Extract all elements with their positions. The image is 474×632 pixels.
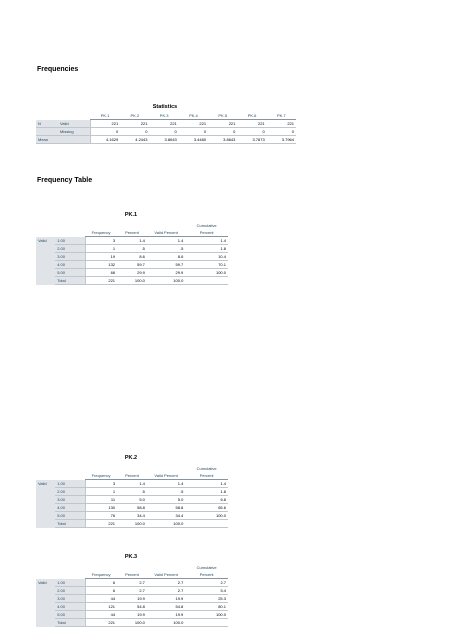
pk3-table xyxy=(36,564,228,627)
stats-cell: 3.7873 xyxy=(237,136,266,144)
valid-percent-header: Valid Percent xyxy=(147,229,185,237)
valid-label xyxy=(36,603,55,611)
freq-cell: 100.0 xyxy=(185,269,228,277)
freq-cell: 10.4 xyxy=(185,253,228,261)
freq-cell: 5.0 xyxy=(147,496,185,504)
freq-cell: 2.7 xyxy=(147,587,185,595)
stats-row xyxy=(36,128,296,136)
freq-cell: 66 xyxy=(85,269,117,277)
freq-cell: 100.0 xyxy=(185,512,228,520)
valid-label: Valid xyxy=(36,480,55,488)
freq-cell: 132 xyxy=(85,261,117,269)
freq-row-label: 1.00 xyxy=(55,579,85,587)
freq-cell: 34.4 xyxy=(147,512,185,520)
freq-cell: 1 xyxy=(85,245,117,253)
freq-cell: 80.1 xyxy=(185,603,228,611)
frequency-header: Frequency xyxy=(85,229,117,237)
valid-label: Valid xyxy=(36,579,55,587)
stats-row-label xyxy=(58,136,90,144)
percent-header: Percent xyxy=(117,472,147,480)
stats-corner xyxy=(36,112,90,120)
pk1-title: PK.1 xyxy=(124,212,138,218)
valid-label: Valid xyxy=(36,237,55,245)
stats-cell: 0 xyxy=(237,128,266,136)
freq-cell: 58.8 xyxy=(147,504,185,512)
freq-cell: 70.1 xyxy=(185,261,228,269)
freq-row xyxy=(36,245,228,253)
valid-label xyxy=(36,261,55,269)
freq-cell xyxy=(185,520,228,528)
valid-label xyxy=(36,520,55,528)
freq-row-label: 4.00 xyxy=(55,603,85,611)
freq-row-label: Total xyxy=(55,619,85,627)
frequency-header: Frequency xyxy=(85,571,117,579)
statistics-table xyxy=(36,112,296,144)
stats-row xyxy=(36,136,296,144)
freq-cell: 8.6 xyxy=(117,253,147,261)
freq-cell: 100.0 xyxy=(117,520,147,528)
cumulative-header: Cumulative xyxy=(196,223,217,228)
freq-cell: 3 xyxy=(85,480,117,488)
pk3-title: PK.3 xyxy=(124,554,138,560)
freq-cell: 19.9 xyxy=(117,595,147,603)
stats-cell: 3.4480 xyxy=(179,136,208,144)
stats-col-header: PK.6 xyxy=(237,112,266,120)
freq-cell: 65.6 xyxy=(185,504,228,512)
freq-cell: 44 xyxy=(85,611,117,619)
freq-cell: .5 xyxy=(147,488,185,496)
freq-row-label: Total xyxy=(55,520,85,528)
freq-cell: 100.0 xyxy=(117,277,147,285)
freq-row xyxy=(36,253,228,261)
freq-row xyxy=(36,269,228,277)
freq-row xyxy=(36,619,228,627)
freq-row xyxy=(36,480,228,488)
cumulative-percent-header: Percent xyxy=(185,571,228,579)
freq-cell: 1.4 xyxy=(147,480,185,488)
valid-label xyxy=(36,253,55,261)
freq-cell: 100.0 xyxy=(117,619,147,627)
freq-cell: 5.0 xyxy=(117,496,147,504)
freq-row-label: 5.00 xyxy=(55,512,85,520)
freq-cell: 1.4 xyxy=(147,237,185,245)
stats-col-header: PK.1 xyxy=(90,112,120,120)
stats-cell: 0 xyxy=(208,128,237,136)
freq-cell: 1.4 xyxy=(185,237,228,245)
freq-row xyxy=(36,237,228,245)
freq-cell: 2.7 xyxy=(147,579,185,587)
stats-row-group: Mean xyxy=(36,136,58,144)
freq-row-label: 5.00 xyxy=(55,269,85,277)
stats-col-header: PK.3 xyxy=(149,112,178,120)
valid-label xyxy=(36,488,55,496)
freq-row xyxy=(36,611,228,619)
stats-cell: 0 xyxy=(90,128,120,136)
freq-cell: 25.3 xyxy=(185,595,228,603)
stats-cell: 0 xyxy=(149,128,178,136)
stats-cell: 221 xyxy=(208,120,237,128)
valid-percent-header: Valid Percent xyxy=(147,571,185,579)
freq-row-label: 3.00 xyxy=(55,595,85,603)
valid-label xyxy=(36,504,55,512)
freq-cell: 19 xyxy=(85,253,117,261)
freq-row xyxy=(36,277,228,285)
stats-cell: 221 xyxy=(149,120,178,128)
pk2-table xyxy=(36,465,228,528)
stats-row xyxy=(36,120,296,128)
freq-cell: 2.7 xyxy=(117,587,147,595)
freq-cell: 19.9 xyxy=(147,595,185,603)
freq-cell: 19.9 xyxy=(147,611,185,619)
freq-cell: 100.0 xyxy=(147,520,185,528)
freq-cell: 221 xyxy=(85,520,117,528)
freq-row xyxy=(36,520,228,528)
freq-cell: 1.8 xyxy=(185,245,228,253)
stats-cell: 221 xyxy=(90,120,120,128)
freq-cell: .5 xyxy=(117,488,147,496)
freq-row-label: 2.00 xyxy=(55,587,85,595)
freq-row xyxy=(36,603,228,611)
freq-cell: 6 xyxy=(85,579,117,587)
freq-cell: 8.6 xyxy=(147,253,185,261)
freq-row-label: 4.00 xyxy=(55,261,85,269)
stats-cell: 221 xyxy=(179,120,208,128)
freq-cell: 6 xyxy=(85,587,117,595)
stats-col-header: PK.5 xyxy=(208,112,237,120)
freq-row-label: 3.00 xyxy=(55,496,85,504)
freq-cell: 3 xyxy=(85,237,117,245)
freq-cell: 130 xyxy=(85,504,117,512)
freq-row-label: Total xyxy=(55,277,85,285)
stats-cell: 0 xyxy=(179,128,208,136)
freq-row xyxy=(36,587,228,595)
freq-row-label: 4.00 xyxy=(55,504,85,512)
freq-cell: 1.8 xyxy=(185,488,228,496)
percent-header: Percent xyxy=(117,571,147,579)
freq-row-label: 3.00 xyxy=(55,253,85,261)
freq-row xyxy=(36,512,228,520)
freq-cell: 59.7 xyxy=(147,261,185,269)
freq-cell: 11 xyxy=(85,496,117,504)
stats-cell: 4.2443 xyxy=(120,136,149,144)
cumulative-percent-header: Percent xyxy=(185,229,228,237)
stats-col-header: PK.7 xyxy=(267,112,296,120)
valid-label xyxy=(36,595,55,603)
freq-cell: 19.9 xyxy=(117,611,147,619)
freq-cell: 34.4 xyxy=(117,512,147,520)
stats-cell: 0 xyxy=(267,128,296,136)
pk1-table xyxy=(36,222,228,285)
cumulative-header: Cumulative xyxy=(196,466,217,471)
valid-label xyxy=(36,611,55,619)
freq-row xyxy=(36,261,228,269)
stats-cell: 221 xyxy=(120,120,149,128)
freq-row xyxy=(36,595,228,603)
valid-label xyxy=(36,277,55,285)
valid-label xyxy=(36,587,55,595)
freq-cell: 221 xyxy=(85,277,117,285)
freq-cell: 100.0 xyxy=(147,277,185,285)
freq-cell: 2.7 xyxy=(117,579,147,587)
freq-row-label: 2.00 xyxy=(55,245,85,253)
freq-cell: 1 xyxy=(85,488,117,496)
freq-cell: 100.0 xyxy=(185,611,228,619)
valid-label xyxy=(36,269,55,277)
pk2-title: PK.2 xyxy=(124,455,138,461)
stats-col-header: PK.4 xyxy=(179,112,208,120)
statistics-title: Statistics xyxy=(152,104,178,110)
freq-cell: 54.8 xyxy=(147,603,185,611)
freq-cell: .5 xyxy=(117,245,147,253)
freq-cell: 1.4 xyxy=(117,480,147,488)
freq-cell: 76 xyxy=(85,512,117,520)
stats-cell: 3.7964 xyxy=(267,136,296,144)
stats-row-group: N xyxy=(36,120,58,128)
freq-row xyxy=(36,579,228,587)
freq-cell: 1.4 xyxy=(117,237,147,245)
freq-row xyxy=(36,488,228,496)
stats-cell: 3.8643 xyxy=(208,136,237,144)
stats-row-label: Valid xyxy=(58,120,90,128)
freq-cell: 100.0 xyxy=(147,619,185,627)
freq-cell: 59.7 xyxy=(117,261,147,269)
stats-cell: 221 xyxy=(237,120,266,128)
freq-cell xyxy=(185,277,228,285)
freq-row-label: 5.00 xyxy=(55,611,85,619)
frequency-table-heading: Frequency Table xyxy=(37,177,93,184)
freq-cell: 54.8 xyxy=(117,603,147,611)
freq-row xyxy=(36,496,228,504)
freq-cell: 121 xyxy=(85,603,117,611)
cumulative-header: Cumulative xyxy=(196,565,217,570)
freq-cell: 1.4 xyxy=(185,480,228,488)
freq-cell: 58.8 xyxy=(117,504,147,512)
valid-label xyxy=(36,245,55,253)
freq-cell: 5.4 xyxy=(185,587,228,595)
freq-cell: 29.9 xyxy=(117,269,147,277)
percent-header: Percent xyxy=(117,229,147,237)
valid-label xyxy=(36,619,55,627)
frequencies-heading: Frequencies xyxy=(37,66,79,73)
freq-row-label: 1.00 xyxy=(55,237,85,245)
freq-cell: 2.7 xyxy=(185,579,228,587)
freq-row-label: 2.00 xyxy=(55,488,85,496)
freq-row-label: 1.00 xyxy=(55,480,85,488)
frequency-header: Frequency xyxy=(85,472,117,480)
cumulative-percent-header: Percent xyxy=(185,472,228,480)
freq-cell: 29.9 xyxy=(147,269,185,277)
stats-cell: 3.8643 xyxy=(149,136,178,144)
freq-row xyxy=(36,504,228,512)
freq-cell: 221 xyxy=(85,619,117,627)
freq-cell: .5 xyxy=(147,245,185,253)
stats-cell: 0 xyxy=(120,128,149,136)
stats-cell: 221 xyxy=(267,120,296,128)
valid-label xyxy=(36,496,55,504)
stats-row-label: Missing xyxy=(58,128,90,136)
freq-cell: 44 xyxy=(85,595,117,603)
stats-col-header: PK.2 xyxy=(120,112,149,120)
stats-cell: 4.1629 xyxy=(90,136,120,144)
freq-cell xyxy=(185,619,228,627)
valid-percent-header: Valid Percent xyxy=(147,472,185,480)
valid-label xyxy=(36,512,55,520)
stats-row-group xyxy=(36,128,58,136)
freq-cell: 6.8 xyxy=(185,496,228,504)
